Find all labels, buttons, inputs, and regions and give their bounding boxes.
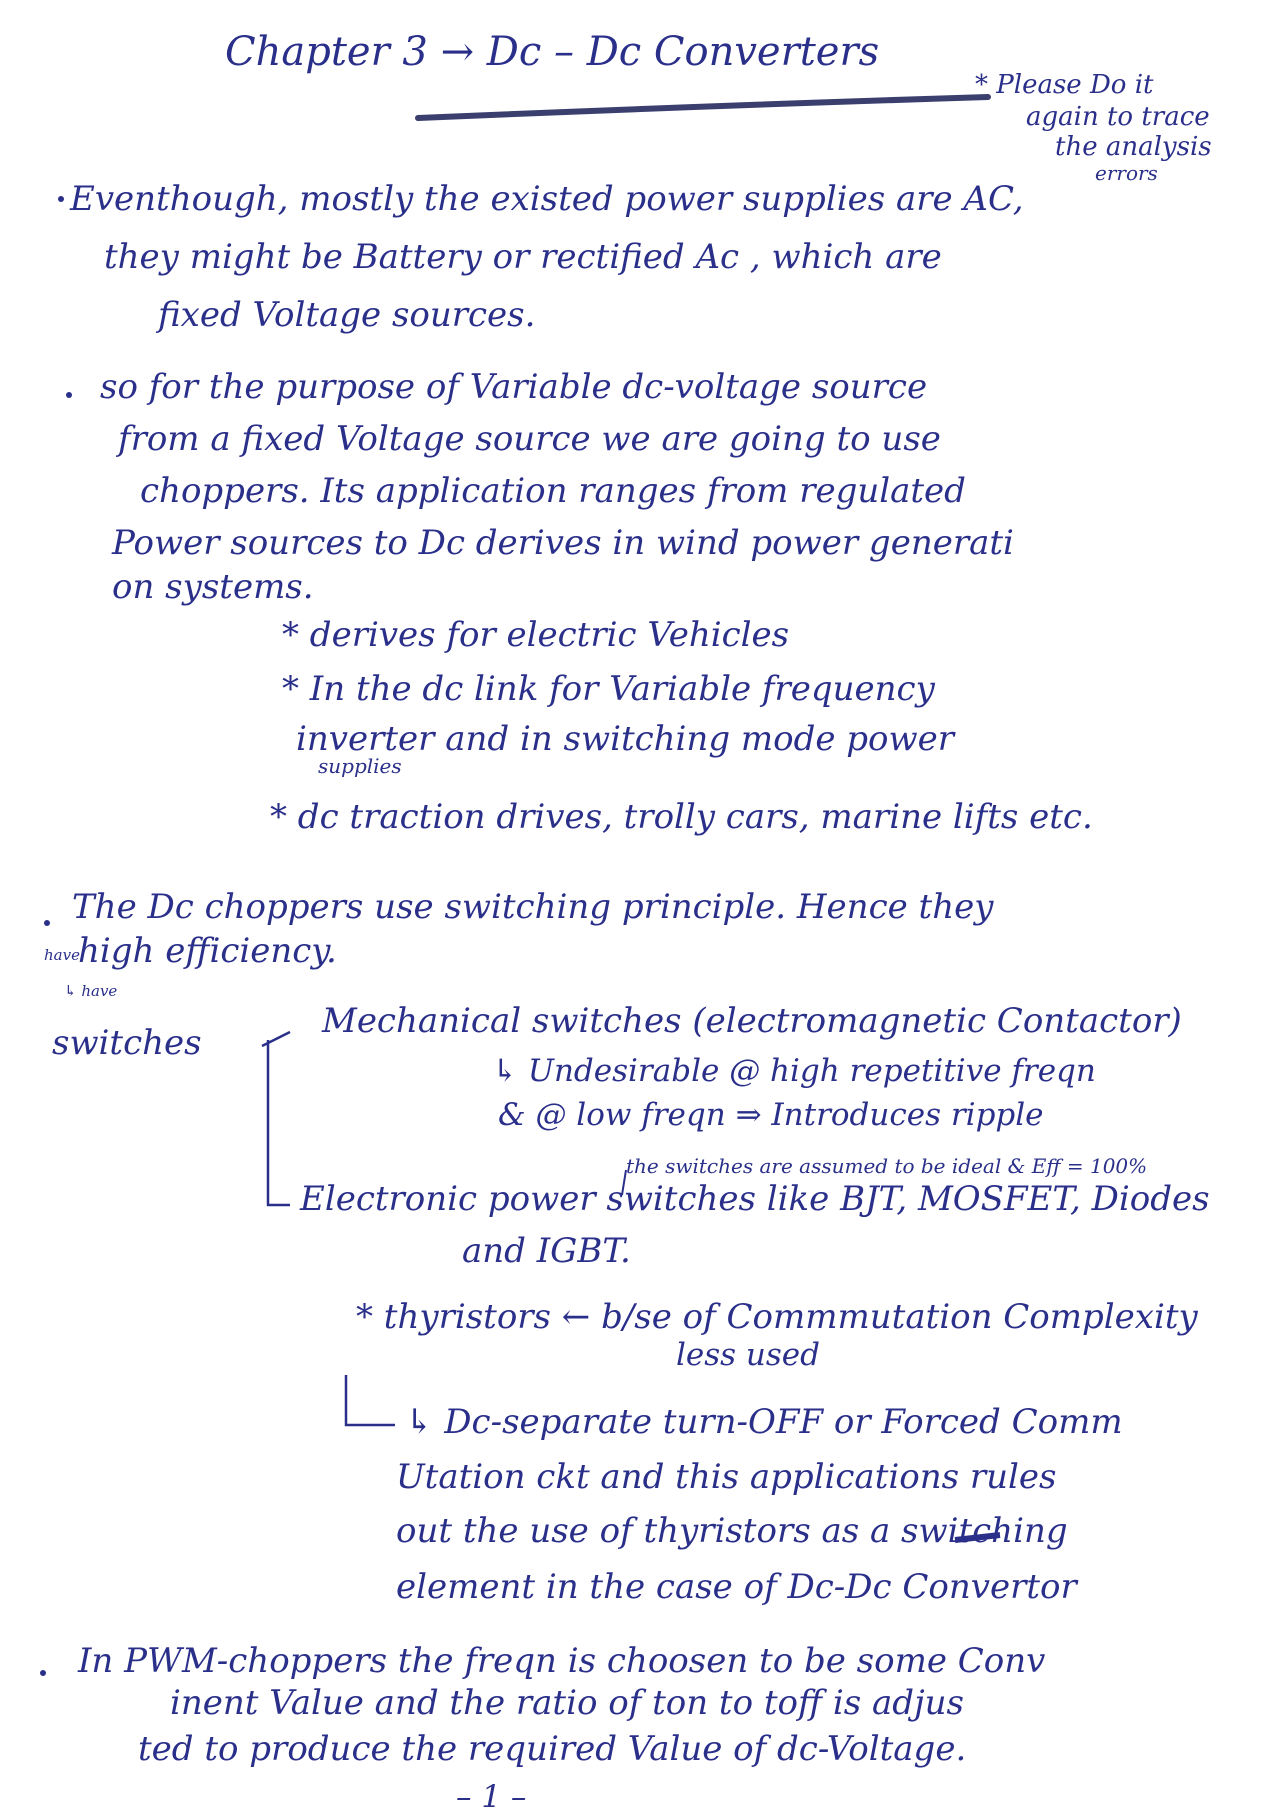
mechanical-switches: Mechanical switches (electromagnetic Contactor) <box>322 1001 1182 1041</box>
section1-line-3: fixed Voltage sources. <box>158 295 536 335</box>
thyristor-sub-3: out the use of thyristors as a switching <box>396 1511 1068 1551</box>
section2-line-2: from a fixed Voltage source we are going to use <box>118 419 941 459</box>
bullet-3 <box>44 920 50 926</box>
section3-line-1: The Dc choppers use switching principle. Hence they <box>72 887 994 927</box>
bullet-1 <box>58 196 64 202</box>
title-underline <box>418 97 988 118</box>
section4-line-3: ted to produce the required Value of dc-Voltage. <box>138 1729 967 1769</box>
section2-line-4: Power sources to Dc derives in wind power generati <box>112 523 1014 563</box>
mechanical-sub-2: & @ low freqn ⇒ Introduces ripple <box>498 1097 1044 1133</box>
section3-small-note-2: ↳ have <box>64 982 118 1000</box>
electronic-switches-line-2: and IGBT. <box>462 1231 631 1271</box>
side-note-line-2: again to trace <box>1026 102 1210 132</box>
thyristors-line-2: less used <box>676 1337 820 1373</box>
section2-line-1: so for the purpose of Variable dc-voltage source <box>100 367 928 407</box>
side-note-line-1: * Please Do it <box>975 70 1154 100</box>
switches-label: switches <box>52 1023 202 1063</box>
application-item-2-cont: inverter and in switching mode power <box>296 719 955 759</box>
page-number: – 1 – <box>456 1779 527 1815</box>
mechanical-sub-1: ↳ Undesirable @ high repetitive freqn <box>492 1053 1096 1089</box>
electronic-switches-line-1: Electronic power switches like BJT, MOSFET, Diodes <box>300 1179 1210 1219</box>
section4-line-2: inent Value and the ratio of ton to toff is adjus <box>170 1683 964 1723</box>
side-note-line-4: errors <box>1095 161 1158 185</box>
thyristor-sub-4: element in the case of Dc-Dc Convertor <box>396 1567 1077 1607</box>
thyristor-sub-1: ↳ Dc-separate turn-OFF or Forced Comm <box>405 1402 1123 1442</box>
application-item-2-cont2: supplies <box>318 754 402 778</box>
thyristor-branch <box>346 1375 395 1425</box>
thyristor-sub-2: Utation ckt and this applications rules <box>396 1457 1057 1497</box>
ideal-switch-annotation: the switches are assumed to be ideal & Eff = 100% <box>626 1154 1148 1178</box>
section2-line-3: choppers. Its application ranges from regulated <box>140 471 966 511</box>
section1-line-1: Eventhough, mostly the existed power supplies are AC, <box>70 179 1024 219</box>
application-item-2: * In the dc link for Variable frequency <box>282 669 935 709</box>
switches-bracket <box>262 1032 290 1205</box>
thyristors-line-1: * thyristors ← b/se of Commmutation Complexity <box>356 1297 1198 1337</box>
bullet-2 <box>66 392 72 398</box>
bullet-4 <box>40 1670 46 1676</box>
application-item-1: * derives for electric Vehicles <box>282 615 790 655</box>
side-note-line-3: the analysis <box>1055 132 1212 162</box>
section3-line-2: high efficiency. <box>78 931 337 971</box>
application-item-3: * dc traction drives, trolly cars, marine lifts etc. <box>270 797 1093 837</box>
section4-line-1: In PWM-choppers the freqn is choosen to be some Conv <box>78 1641 1046 1681</box>
section1-line-2: they might be Battery or rectified Ac , which are <box>104 237 942 277</box>
page-title: Chapter 3 → Dc – Dc Converters <box>225 29 880 75</box>
section3-small-note: have <box>44 946 80 964</box>
section2-line-5: on systems. <box>112 567 314 607</box>
